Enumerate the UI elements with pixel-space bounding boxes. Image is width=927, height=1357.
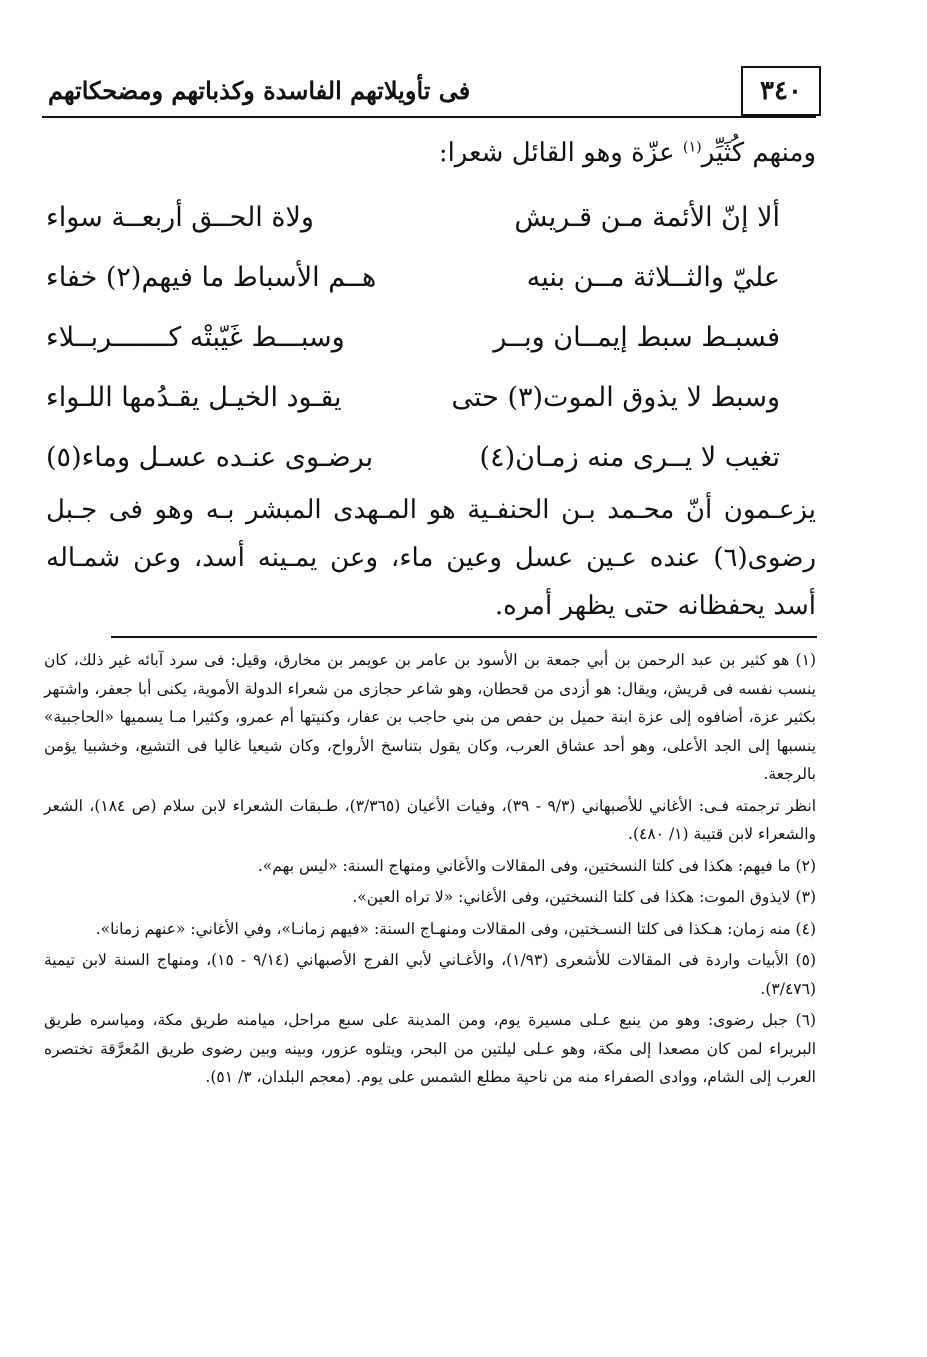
page-header: [40, 62, 819, 120]
verse-second-hemistich: هــم الأسباط ما فيهم(٢) خفاء: [46, 262, 377, 293]
footnote-separator: [111, 636, 817, 638]
footnote: (٥) الأبيات واردة فى المقالات للأشعرى (١/٩٣)، والأغـاني لأبي الفرج الأصبهاني (٩/١٤ - ١٥)، ومنهاج السنة لابن تيمية (٣/٤٧٦).: [44, 951, 816, 998]
footnote: (٤) منه زمان: هـكذا فى كلتا النسـختين، وفى المقالات ومنهـاج السنة: «فيهم زمانـا»، وفي الأغاني: «عنهم زمانا».: [95, 919, 816, 938]
verse: [46, 256, 816, 316]
intro-line: [46, 138, 816, 188]
verse: [46, 316, 816, 376]
verse-first-hemistich: وسبط لا يذوق الموت(٣) حتى: [451, 382, 780, 413]
header-rule: [42, 116, 816, 118]
prose-text: يزعـمون أنّ محـمد بـن الحنفـية هو المـهدى المبشر بـه وهو فى جـبل رضوى(٦) عنده عـين عسل وعين ماء، وعن يمـينه أسد، وعن شمـاله أسد يحفظانه حتى يظهر أمره.: [46, 495, 816, 621]
page-number: ٣٤٠: [741, 66, 821, 116]
running-head: فى تأويلاتهم الفاسدة وكذباتهم ومضحكاتهم: [48, 76, 471, 105]
footnote: (٦) جبل رضوى: وهو من ينبع عـلى مسيرة يوم، ومن المدينة على سبع مراحل، ميامنه طريق مكة، ومياسره طريق البريراء لمن كان مصعدا إلى مكة، وهو عـلى ليلتين من البحر، ويتلوه عزور، وبينه وبين رضوى طريق المُعرَّقة تختصره العرب إلى الشام، ووادى الصفراء منه من ناحية مطلع الشمس على يوم. (معجم البلدان، ٣/ ٥١).: [44, 1011, 816, 1086]
footnote: (٣) لايذوق الموت: هكذا فى كلتا النسختين، وفى الأغاني: «لا تراه العين».: [352, 888, 816, 906]
verse: [46, 376, 816, 436]
verse-second-hemistich: ولاة الحــق أربعــة سواء: [46, 202, 314, 233]
verse-second-hemistich: وسبـــط غَيّبتْه كـــــــربــلاء: [46, 322, 345, 353]
poem: [46, 196, 816, 496]
verse-second-hemistich: برضـوى عنـده عسـل وماء(٥): [46, 442, 374, 473]
footnote: (١) هو كثير بن عبد الرحمن بن أبي جمعة بن الأسود بن عامر بن عويمر بن مخارق، وقيل: فى سرد آبائه غير ذلك، كان ينسب نفسه فى قريش، ويقال: هو أزدى من قحطان، وهو شاعر حجازى من شعراء الدولة الأموية، يكنى أبا جعفر، واشتهر بكثير عزة، أضافوه إلى عزة ابنة حميل بن حفص من بني حاجب بن عفار، وكنيتها أم عمرو، وكثيرا مـا يسميها «الحاجبية» ينسبها إلى الجد الأعلى، وهو أحد عشاق العرب، وكان يقول بتناسخ الأرواح، وكان شيعيا غاليا فى التشيع، وخشبيا يؤمن بالرجعة.: [44, 651, 816, 783]
verse: [46, 196, 816, 256]
footnote-marker: (١): [682, 139, 702, 156]
footnote: (٢) ما فيهم: هكذا فى كلتا النسختين، وفى المقالات والأغاني ومنهاج السنة: «ليس بهم».: [257, 856, 816, 875]
verse-first-hemistich: تغيب لا يــرى منه زمـان(٤): [479, 442, 780, 473]
verse-first-hemistich: ألا إنّ الأئمة مـن قـريش: [514, 202, 780, 233]
intro-after: عزّة وهو القائل شعرا:: [438, 138, 683, 168]
verse-first-hemistich: عليّ والثــلاثة مــن بنيه: [526, 262, 780, 293]
intro-before: ومنهم كُثَيِّر: [701, 138, 816, 168]
footnotes: [44, 646, 816, 1095]
prose-paragraph: [46, 486, 816, 630]
verse-first-hemistich: فسبـط سبط إيمــان وبــر: [493, 322, 780, 353]
verse-second-hemistich: يقـود الخيـل يقـدُمها اللـواء: [46, 382, 342, 413]
footnote: انظر ترجمته فـى: الأغاني للأصبهاني (٩/٣ - ٣٩)، وفيات الأعيان (٣/٣٦٥)، طـبقات الشعراء لابن سلام (ص ١٨٤)، الشعر والشعراء لابن قتيبة (١/ ٤٨٠).: [44, 796, 816, 843]
